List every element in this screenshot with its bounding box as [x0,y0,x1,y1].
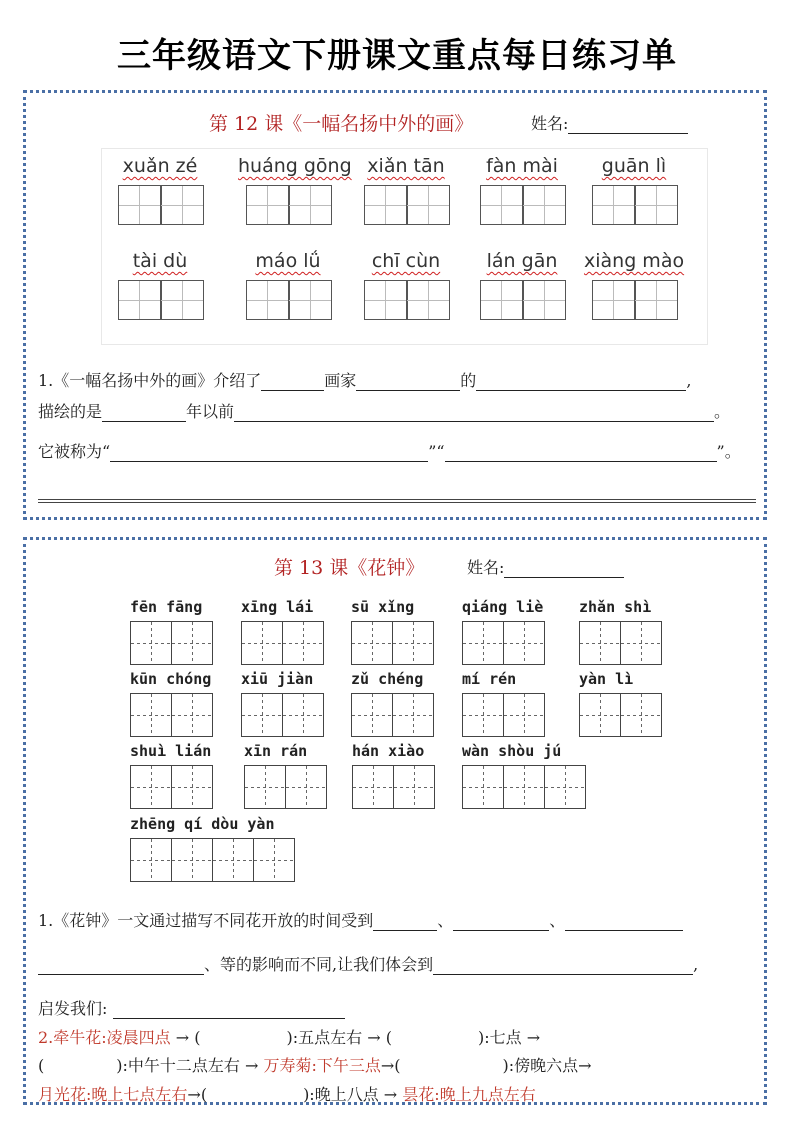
blank[interactable] [261,374,324,391]
pinyin-label: lán gān [486,250,558,272]
pinyin-label: máo lǘ [255,250,321,272]
writing-cell[interactable] [503,765,545,809]
pinyin-label: xuǎn zé [122,155,198,177]
pinyin-label: zhēng qí dòu yàn [130,815,275,833]
pinyin-label: xiǎn tān [367,155,445,177]
writing-cell[interactable] [462,693,504,737]
writing-cell[interactable] [462,621,504,665]
writing-cell[interactable] [462,765,504,809]
blank[interactable] [476,374,686,391]
lesson-13-q2-line3: 月光花:晚上七点左右→( ):晚上八点 → 昙花:晚上九点左右 [38,1085,536,1104]
lesson-13-section [23,537,767,1105]
pinyin-word [351,670,433,737]
lesson-13-q2-line2: ( ):中午十二点左右 → 万寿菊:下午三点→( ):傍晚六点→ [38,1056,592,1075]
writing-cell[interactable] [288,280,332,320]
lesson-13-q2-line1: 2.牵牛花:凌晨四点 → ( ):五点左右 → ( ):七点 → [38,1028,541,1047]
writing-cell[interactable] [171,838,213,882]
writing-cell[interactable] [246,185,290,225]
pinyin-label: fàn mài [486,155,558,177]
pinyin-word [241,670,323,737]
writing-cell[interactable] [212,838,254,882]
blank[interactable] [102,405,186,422]
writing-cell[interactable] [171,621,213,665]
blank[interactable] [356,374,460,391]
writing-cell[interactable] [392,621,434,665]
writing-cell[interactable] [351,693,393,737]
pinyin-label: shuì lián [130,742,212,760]
pinyin-label: xiū jiàn [241,670,314,688]
pinyin-label: yàn lì [579,670,634,688]
writing-cell[interactable] [503,621,545,665]
writing-cell[interactable] [351,621,393,665]
writing-cell[interactable] [592,280,636,320]
writing-cell[interactable] [392,693,434,737]
name-label: 姓名: [467,558,505,577]
writing-cell[interactable] [118,185,162,225]
pinyin-label: xiàng mào [584,250,685,272]
blank[interactable] [113,1002,345,1019]
writing-cell[interactable] [480,185,524,225]
blank[interactable] [445,445,717,462]
writing-cell[interactable] [130,765,172,809]
lesson-12-name-field[interactable] [531,111,688,134]
writing-cell[interactable] [285,765,327,809]
pinyin-label: hán xiào [352,742,425,760]
pinyin-label: kūn chóng [130,670,212,688]
lesson-13-q1-line2: 、等的影响而不同,让我们体会到 , [38,952,698,975]
writing-cell[interactable] [160,280,204,320]
writing-cell[interactable] [579,621,621,665]
pinyin-label: chī cùn [371,250,441,272]
writing-cell[interactable] [406,280,450,320]
pinyin-label: fēn fāng [130,598,203,616]
pinyin-word [462,670,544,737]
writing-cell[interactable] [241,621,283,665]
blank[interactable] [373,914,437,931]
pinyin-word [238,155,352,225]
lesson-12-section [23,90,767,520]
blank[interactable] [234,405,714,422]
writing-cell[interactable] [288,185,332,225]
pinyin-label: huáng gōng [238,155,352,177]
name-label: 姓名: [531,114,569,133]
pinyin-label: tài dù [132,250,188,272]
writing-cell[interactable] [171,765,213,809]
blank[interactable] [453,914,549,931]
writing-cell[interactable] [352,765,394,809]
lesson-12-title: 第 12 课《一幅名扬中外的画》 [209,113,474,135]
writing-cell[interactable] [522,280,566,320]
writing-cell[interactable] [634,280,678,320]
writing-cell[interactable] [592,185,636,225]
pinyin-word [462,598,544,665]
writing-cell[interactable] [246,280,290,320]
lesson-12-q1-line3: 它被称为“ ”“ ”。 [38,442,741,461]
pinyin-word [238,250,338,320]
lesson-12-q1-line2: 描绘的是 年以前 。 [38,402,731,421]
writing-cell[interactable] [522,185,566,225]
pinyin-word [244,742,326,809]
pinyin-word [584,155,684,225]
pinyin-label: wàn shòu jú [462,742,562,760]
pinyin-label: zǔ chéng [351,670,424,688]
writing-cell[interactable] [253,838,295,882]
pinyin-label: zhǎn shì [579,598,652,616]
lesson-13-q1-line3: 启发我们: [38,996,345,1019]
answer-line[interactable] [38,499,756,500]
writing-cell[interactable] [544,765,586,809]
pinyin-word [351,598,433,665]
writing-cell[interactable] [282,621,324,665]
pinyin-word [130,670,212,737]
pinyin-label: mí rén [462,670,517,688]
writing-cell[interactable] [118,280,162,320]
pinyin-label: guān lì [601,155,667,177]
writing-cell[interactable] [244,765,286,809]
writing-cell[interactable] [364,185,408,225]
blank[interactable] [38,958,204,975]
pinyin-word [584,250,684,320]
pinyin-label: qiáng liè [462,598,544,616]
writing-cell[interactable] [406,185,450,225]
pinyin-word [130,815,294,882]
pinyin-label: sū xǐng [351,598,415,616]
pinyin-word [110,155,210,225]
pinyin-word [356,250,456,320]
writing-cell[interactable] [503,693,545,737]
writing-cell[interactable] [393,765,435,809]
pinyin-word [472,155,572,225]
pinyin-word [356,155,456,225]
pinyin-word [352,742,434,809]
pinyin-word [579,670,661,737]
blank[interactable] [110,445,428,462]
writing-cell[interactable] [480,280,524,320]
pinyin-word [579,598,661,665]
pinyin-word [130,598,212,665]
page-title: 三年级语文下册课文重点每日练习单 [117,36,677,76]
pinyin-word [472,250,572,320]
writing-cell[interactable] [130,693,172,737]
blank[interactable] [565,914,683,931]
blank[interactable] [433,958,693,975]
pinyin-word [130,742,212,809]
pinyin-label: xīn rán [244,742,308,760]
lesson-13-q1-line1: 1.《花钟》一文通过描写不同花开放的时间受到 、 、 [38,908,683,931]
writing-cell[interactable] [634,185,678,225]
pinyin-label: xīng lái [241,598,314,616]
writing-cell[interactable] [364,280,408,320]
lesson-13-title: 第 13 课《花钟》 [274,557,425,579]
pinyin-word [462,742,585,809]
writing-cell[interactable] [130,838,172,882]
writing-cell[interactable] [579,693,621,737]
writing-cell[interactable] [620,621,662,665]
writing-cell[interactable] [282,693,324,737]
writing-cell[interactable] [160,185,204,225]
writing-cell[interactable] [241,693,283,737]
pinyin-word [241,598,323,665]
writing-cell[interactable] [620,693,662,737]
pinyin-word [110,250,210,320]
writing-cell[interactable] [171,693,213,737]
lesson-12-pinyin-grid [101,148,708,345]
writing-cell[interactable] [130,621,172,665]
lesson-12-q1-line1: 1.《一幅名扬中外的画》介绍了 画家 的 , [38,371,692,390]
